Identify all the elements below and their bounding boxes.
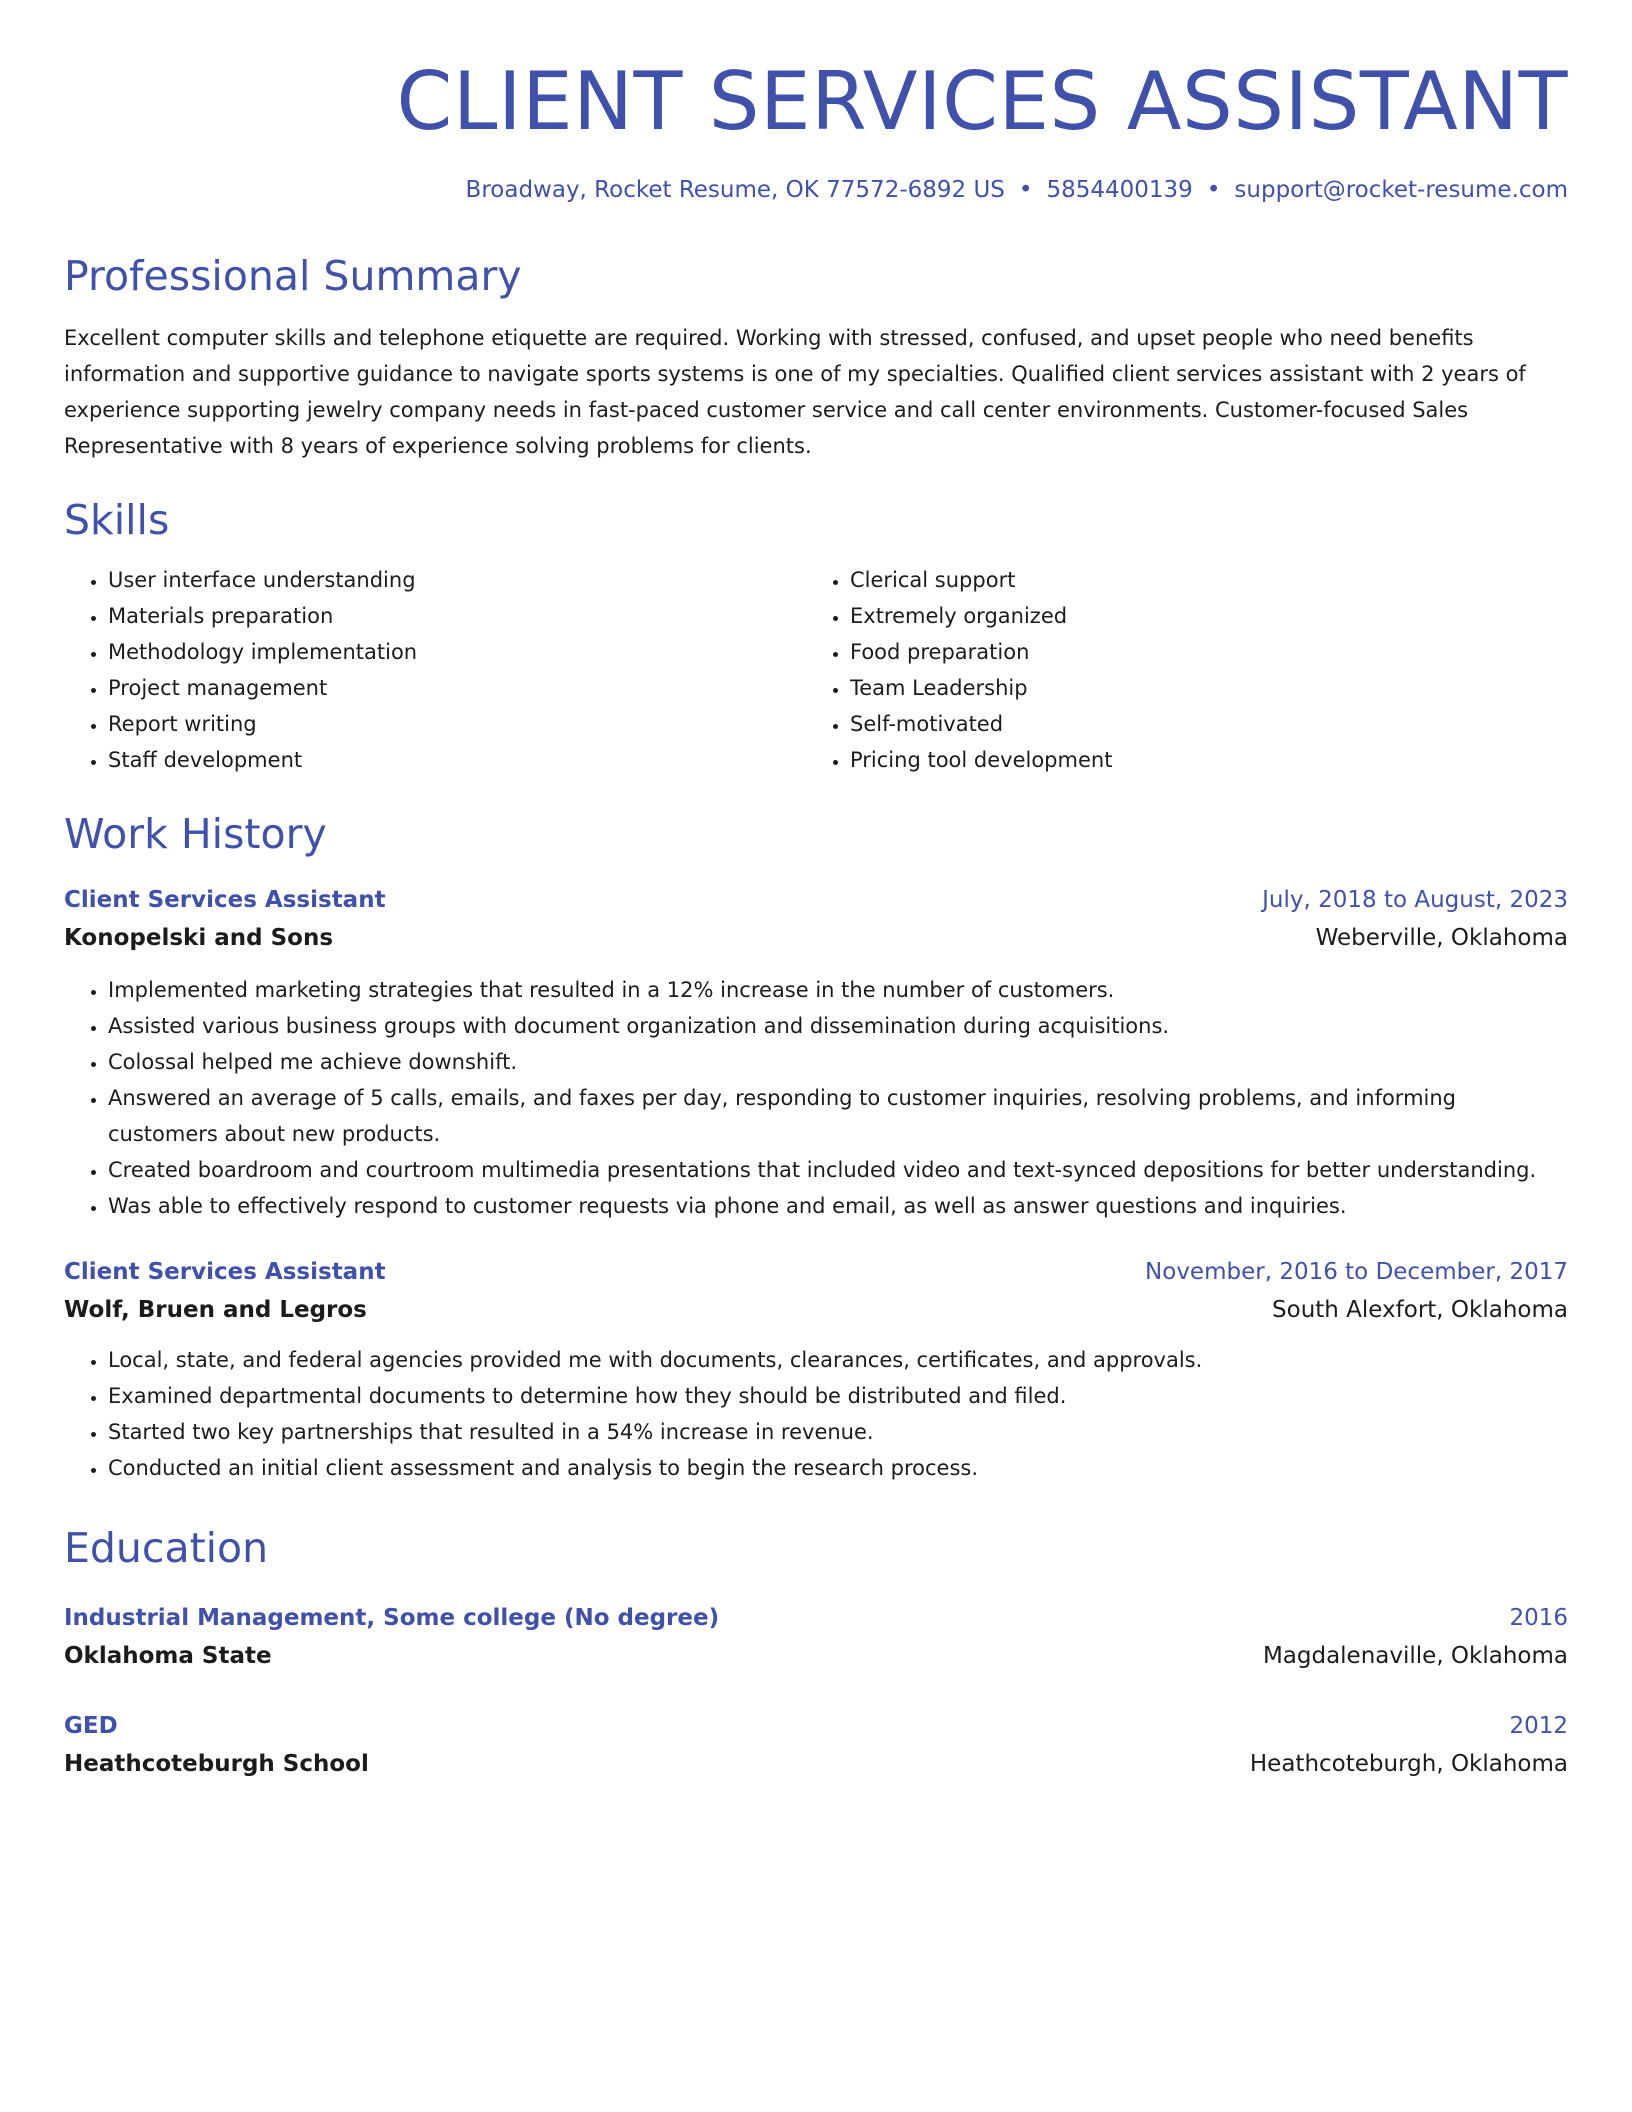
skill-item: • Team Leadership [850, 670, 1548, 706]
job-dates: July, 2018 to August, 2023 [1262, 887, 1568, 913]
contact-phone[interactable]: 5854400139 [1046, 177, 1193, 203]
education-school: Oklahoma State [64, 1643, 272, 1669]
education-year: 2012 [1509, 1713, 1568, 1739]
contact-separator: • [1206, 177, 1221, 203]
work-entry-header [64, 882, 1568, 918]
summary-heading: Professional Summary [64, 252, 522, 300]
skill-item: • User interface understanding [108, 562, 806, 598]
job-bullet: • Started two key partnerships that resulted in a 54% increase in revenue. [108, 1414, 1568, 1450]
skills-list [64, 562, 1568, 778]
work-entry-subheader [64, 1292, 1568, 1328]
contact-separator: • [1018, 177, 1033, 203]
work-entry [64, 882, 1568, 1224]
education-year: 2016 [1509, 1605, 1568, 1631]
candidate-title: CLIENT SERVICES ASSISTANT [396, 55, 1568, 148]
skill-item: • Extremely organized [850, 598, 1548, 634]
education-location: Heathcoteburgh, Oklahoma [1249, 1751, 1568, 1777]
skills-heading: Skills [64, 496, 170, 544]
education-entry [64, 1600, 1568, 1674]
work-entry-subheader [64, 920, 1568, 956]
education-entry [64, 1708, 1568, 1782]
contact-email[interactable]: support@rocket-resume.com [1234, 177, 1568, 203]
job-bullet: • Was able to effectively respond to customer requests via phone and email, as well as answer questions and inquiries. [108, 1188, 1568, 1224]
job-role: Client Services Assistant [64, 1259, 386, 1285]
work-entry [64, 1254, 1568, 1486]
job-bullets [64, 972, 1568, 1224]
education-entry-subheader [64, 1638, 1568, 1674]
resume-page [64, 0, 1568, 1782]
skill-item: • Clerical support [850, 562, 1548, 598]
job-bullet: • Created boardroom and courtroom multimedia presentations that included video and text-synced depositions for better understanding. [108, 1152, 1568, 1188]
job-location: South Alexfort, Oklahoma [1272, 1297, 1568, 1323]
skill-item: • Project management [108, 670, 806, 706]
job-role: Client Services Assistant [64, 887, 386, 913]
education-degree: GED [64, 1713, 118, 1739]
skills-column-right [806, 562, 1548, 778]
education-entry-header [64, 1600, 1568, 1636]
skill-item: • Methodology implementation [108, 634, 806, 670]
contact-line [64, 174, 1568, 206]
work-history-heading: Work History [64, 810, 327, 858]
skill-item: • Pricing tool development [850, 742, 1548, 778]
education-degree: Industrial Management, Some college (No degree) [64, 1605, 720, 1631]
job-dates: November, 2016 to December, 2017 [1145, 1259, 1568, 1285]
work-entry-header [64, 1254, 1568, 1290]
education-entry-header [64, 1708, 1568, 1744]
job-location: Weberville, Oklahoma [1315, 925, 1568, 951]
contact-address: Broadway, Rocket Resume, OK 77572-6892 US [465, 177, 1005, 203]
skill-item: • Food preparation [850, 634, 1548, 670]
skill-item: • Materials preparation [108, 598, 806, 634]
job-bullet: • Colossal helped me achieve downshift. [108, 1044, 1568, 1080]
skill-item: • Staff development [108, 742, 806, 778]
job-bullets [64, 1342, 1568, 1486]
job-bullet: • Implemented marketing strategies that resulted in a 12% increase in the number of customers. [108, 972, 1568, 1008]
skill-item: • Report writing [108, 706, 806, 742]
summary-text: Excellent computer skills and telephone etiquette are required. Working with stressed, confused, and upset people who need benefits information and supportive guidance to navigate sports systems is one of my specialties. Qualified client services assistant with 2 years of experience supporting jewelry company needs in fast-paced customer service and call center environments. Customer-focused Sales Representative with 8 years of experience solving problems for clients. [64, 326, 1526, 458]
education-heading: Education [64, 1524, 269, 1572]
job-bullet: • Conducted an initial client assessment and analysis to begin the research process. [108, 1450, 1568, 1486]
education-school: Heathcoteburgh School [64, 1751, 369, 1777]
job-company: Konopelski and Sons [64, 925, 334, 951]
skill-item: • Self-motivated [850, 706, 1548, 742]
job-bullet: • Assisted various business groups with document organization and dissemination during acquisitions. [108, 1008, 1568, 1044]
job-bullet: • Local, state, and federal agencies provided me with documents, clearances, certificates, and approvals. [108, 1342, 1568, 1378]
job-company: Wolf, Bruen and Legros [64, 1297, 367, 1323]
education-entry-subheader [64, 1746, 1568, 1782]
job-bullet: • Examined departmental documents to determine how they should be distributed and filed. [108, 1378, 1568, 1414]
job-bullet: • Answered an average of 5 calls, emails, and faxes per day, responding to customer inquiries, resolving problems, and informing customers about new products. [108, 1080, 1568, 1152]
skills-column-left [64, 562, 806, 778]
education-location: Magdalenaville, Oklahoma [1262, 1643, 1568, 1669]
